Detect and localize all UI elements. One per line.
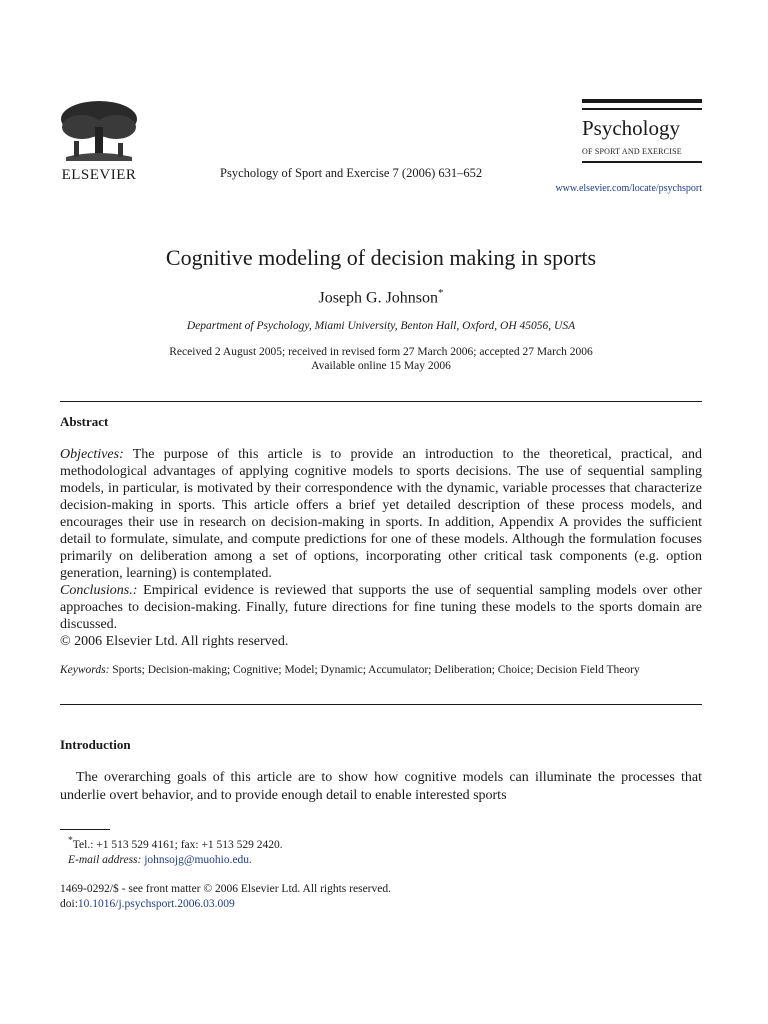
publisher-name: ELSEVIER [61,167,137,183]
footnote-email-line [68,853,283,868]
journal-url-link[interactable]: www.elsevier.com/locate/psychsport [555,183,702,194]
doi-link[interactable]: 10.1016/j.psychsport.2006.03.009 [77,898,235,910]
introduction-heading: Introduction [60,737,131,752]
abstract-heading: Abstract [60,414,109,429]
footnote-rule [60,829,110,830]
conclusions-label: Conclusions.: [60,583,138,598]
conclusions-text: Empirical evidence is reviewed that supports the use of sequential sampling models over other approaches to decision-making. Finally, future directions for fine tuning these models to the sports domain are discussed. [60,583,702,632]
introduction-paragraph: The overarching goals of this article are to show how cognitive models can illuminate the processes that underlie overt behavior, and to provide enough detail to enable interested sports [60,770,702,803]
author-name: Joseph G. Johnson [318,289,439,307]
objectives-label: Objectives: [60,447,124,462]
footnote-phone-line [68,833,283,853]
paper-title: Cognitive modeling of decision making in sports [165,245,597,270]
journal-subtitle: OF SPORT AND EXERCISE [582,147,682,156]
journal-citation: Psychology of Sport and Exercise 7 (2006) 631–652 [220,166,483,180]
footnote-phone: Tel.: +1 513 529 4161; fax: +1 513 529 2420. [72,838,283,851]
abstract-copyright: © 2006 Elsevier Ltd. All rights reserved. [60,634,289,649]
abstract-top-rule [60,401,702,402]
keywords-text: Sports; Decision-making; Cognitive; Model; Dynamic; Accumulator; Deliberation; Choice; Decision Field Theory [109,664,640,676]
journal-rule-bottom [582,161,702,163]
journal-title: Psychology [582,116,681,140]
issn-line: 1469-0292/$ - see front matter © 2006 Elsevier Ltd. All rights reserved. [60,883,391,895]
abstract-bottom-rule [60,704,702,705]
abstract-objectives [60,446,702,582]
author-line [60,287,702,307]
received-dates: Received 2 August 2005; received in revised form 27 March 2006; accepted 27 March 2006 [169,346,593,358]
email-label: E-mail address: [68,853,142,866]
author-footnote [68,833,283,868]
abstract-body [60,446,702,650]
front-matter [60,882,391,912]
footnote-mark: * [68,835,73,846]
author-footnote-mark[interactable]: * [438,287,444,299]
journal-rule-thin [582,108,702,110]
doi-line [60,897,391,912]
author-affiliation: Department of Psychology, Miami University, Benton Hall, Oxford, OH 45056, USA [186,320,576,332]
keywords [60,662,702,678]
journal-rule-thick [582,99,702,103]
abstract-conclusions [60,582,702,633]
doi-prefix: doi: [60,898,78,910]
keywords-label: Keywords: [60,664,110,676]
email-link[interactable]: johnsojg@muohio.edu. [144,853,252,866]
objectives-text: The purpose of this article is to provide an introduction to the theoretical, practical, and methodological advantages of applying cognitive models to sports decisions. The use of sequential sampling models, in particular, is motivated by their correspondence with the dynamic, variable processes that characterize decision-making in sports. This article offers a brief yet detailed description of these process models, and encourages their use in research on decision-making in sports. In addition, Appendix A provides the sufficient detail to formulate, simulate, and compute predictions for one of these models. Although the formulation focuses primarily on deliberation among a set of options, incorporating other critical task components (e.g. option generation, learning) is contemplated. [60,447,702,581]
available-online-date: Available online 15 May 2006 [311,360,451,372]
